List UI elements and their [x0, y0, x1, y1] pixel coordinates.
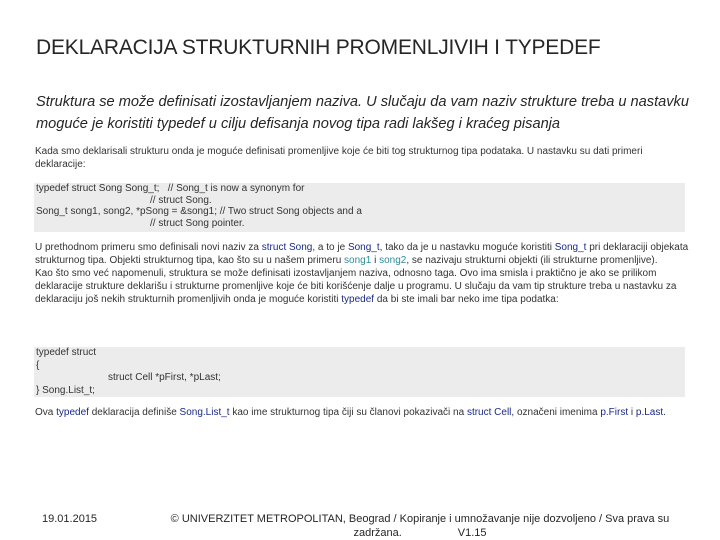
keyword: Song_t	[347, 242, 380, 253]
text-run: i	[628, 407, 636, 418]
slide-subtitle: Struktura se može definisati izostavljanjem naziva. U slučaju da vam naziv strukture treba u nastavku moguće je koristiti typedef u cilju defisanja novog tipa radi lakšeg i kraćeg pisanja	[36, 94, 689, 132]
version-label: V1.15	[457, 526, 487, 539]
keyword: Song.List_t	[179, 407, 230, 418]
text-run: .	[663, 407, 666, 418]
keyword: song1	[344, 255, 372, 266]
text-run: Kao što smo već napomenuli, struktura se može definisati izostavljanjem naziva, odnosno taga. Ovo ima smisla i praktično je ako se prilikom deklaracije strukture deklarišu i strukturne promenljive koje će biti korišćenje dalje u programu. U slučaju da vam tip strukture treba u nastavku za deklaraciju još nekih strukturnih promenljivih onda je moguće koristiti	[35, 268, 677, 305]
code-line: {	[36, 359, 40, 371]
code-block-song	[34, 183, 685, 232]
copyright-tail: zadržana.	[353, 526, 402, 539]
keyword: struct Song	[261, 242, 313, 253]
keyword: song2	[379, 255, 407, 266]
copyright-line-2	[150, 527, 690, 540]
code-line: // struct Song pointer.	[150, 217, 245, 229]
text-run: , tako da je u nastavku moguće koristiti	[379, 242, 555, 253]
keyword: p.First	[600, 407, 629, 418]
text-run: deklaracija definiše	[88, 407, 180, 418]
keyword: Song_t	[554, 242, 587, 253]
text-run: i	[371, 255, 380, 266]
footer-date: 19.01.2015	[42, 513, 98, 525]
intro-paragraph: Kada smo deklarisali strukturu onda je moguće definisati promenljive koje će biti tog strukturnog tipa podataka. U nastavku su dati primeri deklaracije:	[35, 146, 643, 170]
text-run: da bi ste imali bar neko ime tipa podatka:	[374, 294, 559, 305]
code-block-songlist	[34, 347, 685, 397]
code-line: // struct Song.	[150, 194, 212, 206]
keyword: typedef	[56, 407, 89, 418]
explanation-paragraph	[35, 241, 695, 306]
text-run: , se nazivaju strukturni objekti (ili strukturne promenljive).	[406, 255, 658, 266]
text-run: pri deklaraciji objekata strukturnog tipa. Objekti strukturnog tipa, kao što su u našem primeru	[35, 242, 689, 266]
code-line: Song_t song1, song2, *pSong = &song1; // Two struct Song objects and a	[36, 206, 362, 217]
keyword: p.Last	[635, 407, 664, 418]
code-line: typedef struct Song Song_t; // Song_t is now a synonym for	[36, 183, 305, 194]
code-line: } Song.List_t;	[36, 384, 95, 396]
text-run: Ova	[35, 407, 57, 418]
text-run: , a to je	[312, 242, 348, 253]
slide-title: DEKLARACIJA STRUKTURNIH PROMENLJIVIH I TYPEDEF	[36, 36, 601, 59]
footer-copyright	[150, 513, 690, 540]
copyright-line: © UNIVERZITET METROPOLITAN, Beograd / Kopiranje i umnožavanje nije dozvoljeno / Sva prava su	[170, 513, 670, 525]
code-line: struct Cell *pFirst, *pLast;	[108, 372, 221, 383]
text-run: U prethodnom primeru smo definisali novi naziv za	[35, 242, 262, 253]
code-line: typedef struct	[36, 347, 97, 358]
closing-paragraph	[35, 406, 695, 419]
text-run: , označeni imenima	[511, 407, 601, 418]
text-run: kao ime strukturnog tipa čiji su članovi pokazivači na	[229, 407, 467, 418]
keyword: struct Cell	[466, 407, 512, 418]
keyword: typedef	[341, 294, 375, 305]
